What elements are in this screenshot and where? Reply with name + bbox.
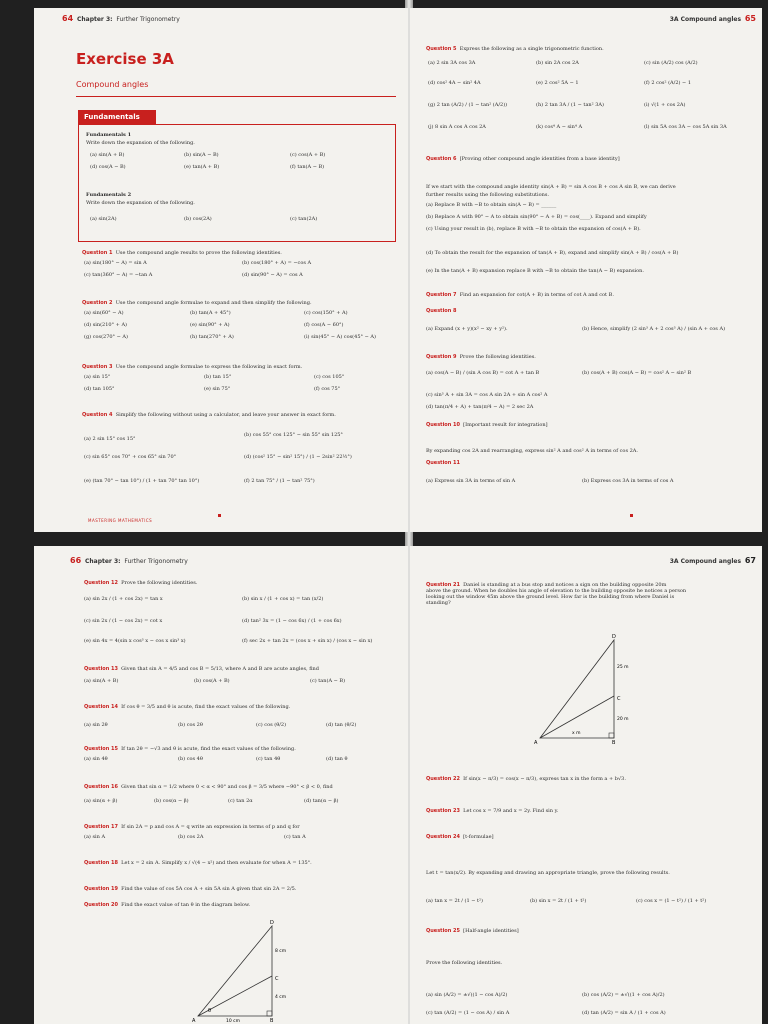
question-label: Question 10 <box>426 422 460 428</box>
question-15 <box>84 746 296 752</box>
q13-item: (a) sin(A + B) <box>84 678 119 684</box>
q25-item: (c) tan (A/2) = (1 − cos A) / sin A <box>426 1010 510 1016</box>
question-20 <box>84 902 250 908</box>
question-text: [Half-angle identities] <box>463 928 519 934</box>
fundamentals-2-text: Write down the expansion of the following. <box>86 200 195 206</box>
question-label: Question 9 <box>426 354 457 360</box>
q16-item: (b) cos(α − β) <box>154 798 189 804</box>
q25-item: (b) cos (A/2) = ±√((1 + cos A)/2) <box>582 992 665 998</box>
question-1 <box>82 250 282 256</box>
q5-item: (d) cos² 4A − sin² 4A <box>428 80 481 86</box>
q14-item: (d) tan (θ/2) <box>326 722 357 728</box>
question-label: Question 4 <box>82 412 113 418</box>
q6-item: (b) Replace A with 90° − A to obtain sin(90° − A + B) = cos(____). Expand and simplify <box>426 214 647 220</box>
question-label: Question 1 <box>82 250 113 256</box>
question-text: Prove the following identities. <box>459 354 536 360</box>
question-text: Let x = 2 sin A. Simplify x / √(4 − x²) and then evaluate for when A = 135°. <box>121 860 312 866</box>
q4-item: (f) 2 tan 75° / (1 − tan² 75°) <box>244 478 315 484</box>
q3-item: (e) sin 75° <box>204 386 231 392</box>
question-text: Find an expansion for cot(A + B) in terms of cot A and cot B. <box>459 292 614 298</box>
fundamentals-1-text: Write down the expansion of the following. <box>86 140 195 146</box>
q24-item: (b) sin x = 2t / (1 + t²) <box>530 898 587 904</box>
q14-item: (b) cos 2θ <box>178 722 203 728</box>
question-label: Question 16 <box>84 784 118 790</box>
question-label: Question 24 <box>426 834 460 840</box>
q4-item: (e) (tan 70° − tan 10°) / (1 + tan 70° tan 10°) <box>84 478 200 484</box>
q2-item: (g) cos(270° − A) <box>84 334 128 340</box>
question-label: Question 6 <box>426 156 457 162</box>
question-17 <box>84 824 300 830</box>
q11-item: (a) Express sin 3A in terms of sin A <box>426 478 516 484</box>
q5-item: (f) 2 cos² (A/2) − 1 <box>644 80 692 86</box>
question-18 <box>84 860 312 866</box>
question-label: Question 2 <box>82 300 113 306</box>
q24-body: Let t = tan(x/2). By expanding and drawing an appropriate triangle, prove the following results. <box>426 870 670 876</box>
q14-item: (c) cos (θ/2) <box>256 722 287 728</box>
q2-item: (c) cos(150° + A) <box>304 310 348 316</box>
question-13 <box>84 666 319 672</box>
f2-item: (b) cos(2A) <box>184 216 212 222</box>
q8-item: (b) Hence, simplify (2 sin³ A + 2 cos³ A) / (sin A + cos A) <box>582 326 726 332</box>
fundamentals-2-title: Fundamentals 2 <box>86 192 132 198</box>
q21-line: looking out the window 45m above the ground level. How far is the building from where Daniel is <box>426 594 675 600</box>
q12-item: (b) sin x / (1 + cos x) = tan (x/2) <box>242 596 324 602</box>
label-ab: 10 cm <box>226 1019 241 1024</box>
q25-item: (d) tan (A/2) = sin A / (1 + cos A) <box>582 1010 666 1016</box>
question-text: If sin(x − π/3) = cos(x − π/3), express tan x in the form a + b√3. <box>463 776 626 782</box>
q6-item: (c) Using your result in (b), replace B with −B to obtain the expansion of cos(A + B). <box>426 226 641 232</box>
q15-item: (b) cos 4θ <box>178 756 203 762</box>
question-label: Question 13 <box>84 666 118 672</box>
question-text: Find the exact value of tan θ in the diagram below. <box>121 902 251 908</box>
subtitle-rule <box>76 96 396 97</box>
question-text: Given that sin A = 4/5 and cos B = 5/13, where A and B are acute angles, find <box>121 666 319 672</box>
chapter-title: Further Trigonometry <box>116 16 180 23</box>
outer-triangle <box>540 640 614 738</box>
q20-triangle-diagram <box>184 918 304 1024</box>
q3-item: (d) tan 105° <box>84 386 115 392</box>
question-22 <box>426 776 626 782</box>
label-a: A <box>192 1018 196 1024</box>
q24-item: (a) tan x = 2t / (1 − t²) <box>426 898 483 904</box>
page-66 <box>34 546 408 1024</box>
q9-item: (d) tan(π/4 + A) + tan(π/4 − A) = 2 sec 2A <box>426 404 534 410</box>
q5-item: (k) cos⁴ A − sin⁴ A <box>536 124 583 130</box>
q6-intro: If we start with the compound angle identity sin(A + B) = sin A cos B + cos A sin B, we can derive <box>426 184 676 190</box>
f2-item: (a) sin(2A) <box>90 216 117 222</box>
fundamentals-tab <box>78 110 156 124</box>
question-text: If tan 2θ = −√3 and θ is acute, find the exact values of the following. <box>121 746 296 752</box>
question-label: Question 17 <box>84 824 118 830</box>
q16-item: (d) tan(α − β) <box>304 798 339 804</box>
right-angle-mark <box>609 733 614 738</box>
question-text: Use the compound angle formulae to expand and then simplify the following. <box>115 300 312 306</box>
q17-item: (c) tan A <box>284 834 306 840</box>
label-dc: 25 m <box>617 665 629 670</box>
label-c: C <box>617 696 621 702</box>
q12-item: (d) tan² 3x = (1 − cos 6x) / (1 + cos 6x) <box>242 618 342 624</box>
question-label: Question 23 <box>426 808 460 814</box>
question-text: Find the value of cos 5A cos A + sin 5A sin A given that sin 2A = 2/5. <box>121 886 297 892</box>
question-text: If cos θ = 3/5 and θ is acute, find the exact values of the following. <box>121 704 291 710</box>
page-number: 66 <box>70 556 82 565</box>
q5-item: (j) 8 sin A cos A cos 2A <box>428 124 486 130</box>
question-text: Given that sin α = 1/2 where 0 < α < 90° and cos β = 3/5 where −90° < β < 0, find <box>121 784 333 790</box>
q9-item: (b) cos(A + B) cos(A − B) = cos² A − sin² B <box>582 370 692 376</box>
f1-item: (a) sin(A + B) <box>90 152 125 158</box>
page-64 <box>34 8 408 532</box>
outer-triangle <box>198 926 272 1016</box>
q12-item: (c) sin 2x / (1 − cos 2x) = cot x <box>84 618 163 624</box>
footer-marker <box>218 514 221 517</box>
question-19 <box>84 886 296 892</box>
label-dc: 8 cm <box>275 949 287 954</box>
question-text: [Proving other compound angle identities from a base identity] <box>459 156 620 162</box>
q25-body: Prove the following identities. <box>426 960 503 966</box>
question-label: Question 11 <box>426 460 460 466</box>
q1-item: (c) tan(360° − A) = −tan A <box>84 272 153 278</box>
q21-line: standing? <box>426 600 451 606</box>
q1-item: (a) sin(180° − A) = sin A <box>84 260 147 266</box>
label-b: B <box>612 740 616 746</box>
question-text: Let cos x = 7/9 and x = 2y. Find sin y. <box>463 808 559 814</box>
q13-item: (b) cos(A + B) <box>194 678 230 684</box>
q3-item: (c) cos 105° <box>314 374 345 380</box>
question-text: Prove the following identities. <box>121 580 198 586</box>
q15-item: (c) tan 4θ <box>256 756 281 762</box>
q24-item: (c) cos x = (1 − t²) / (1 + t²) <box>636 898 707 904</box>
question-label: Question 22 <box>426 776 460 782</box>
question-label: Question 25 <box>426 928 460 934</box>
question-16 <box>84 784 333 790</box>
section-title: 3A Compound angles <box>669 16 742 23</box>
q17-item: (b) cos 2A <box>178 834 204 840</box>
q2-item: (a) sin(60° − A) <box>84 310 124 316</box>
question-label: Question 3 <box>82 364 113 370</box>
label-ab: x m <box>572 731 581 736</box>
question-text: [Important result for integration] <box>463 422 548 428</box>
exercise-subtitle: Compound angles <box>76 80 149 89</box>
question-25 <box>426 928 519 934</box>
question-label: Question 21 <box>426 582 460 588</box>
q21-line: above the ground. When he doubles his angle of elevation to the building opposite he notices a person <box>426 588 687 594</box>
footer-text: MASTERING MATHEMATICS <box>88 518 153 523</box>
page-number: 65 <box>744 14 756 23</box>
question-23 <box>426 808 558 814</box>
question-label: Question 20 <box>84 902 118 908</box>
question-3 <box>82 364 302 370</box>
question-label: Question 7 <box>426 292 457 298</box>
fundamentals-1-title: Fundamentals 1 <box>86 132 132 138</box>
question-5 <box>426 46 604 52</box>
question-11 <box>426 460 460 466</box>
fundamentals-label: Fundamentals <box>84 113 140 121</box>
label-d: D <box>612 634 616 640</box>
q6-intro: further results using the following substitutions. <box>426 192 550 198</box>
q5-item: (c) sin (A/2) cos (A/2) <box>644 60 698 66</box>
exercise-title: Exercise 3A <box>76 50 174 68</box>
q2-item: (i) sin(45° − A) cos(45° − A) <box>304 334 376 340</box>
q25-item: (a) sin (A/2) = ±√((1 − cos A)/2) <box>426 992 508 998</box>
page-header <box>670 14 756 23</box>
q2-item: (b) tan(A + 45°) <box>190 310 231 316</box>
q6-item: (d) To obtain the result for the expansion of tan(A + B), expand and simplify sin(A + B) / cos(A + B) <box>426 250 679 256</box>
q21-building-diagram <box>526 632 636 750</box>
q17-item: (a) sin A <box>84 834 106 840</box>
q4-item: (c) sin 65° cos 70° + cos 65° sin 70° <box>84 454 177 460</box>
footer-marker <box>630 514 633 517</box>
f1-item: (e) tan(A + B) <box>184 164 220 170</box>
label-c: C <box>275 976 279 982</box>
question-10 <box>426 422 548 428</box>
f1-item: (c) cos(A + B) <box>290 152 326 158</box>
question-text: [t-formulae] <box>463 834 494 840</box>
question-6 <box>426 156 620 162</box>
q14-item: (a) sin 2θ <box>84 722 108 728</box>
question-label: Question 15 <box>84 746 118 752</box>
q1-item: (d) sin(90° − A) = cos A <box>242 272 303 278</box>
question-label: Question 12 <box>84 580 118 586</box>
q11-item: (b) Express cos 3A in terms of cos A <box>582 478 674 484</box>
question-text: Daniel is standing at a bus stop and notices a sign on the building opposite 20m <box>463 582 667 588</box>
question-label: Question 5 <box>426 46 457 52</box>
f1-item: (d) cos(A − B) <box>90 164 126 170</box>
chapter-title: Further Trigonometry <box>124 558 188 565</box>
question-7 <box>426 292 614 298</box>
question-label: Question 19 <box>84 886 118 892</box>
q2-item: (f) cos(A − 60°) <box>304 322 344 328</box>
section-title: 3A Compound angles <box>669 558 742 565</box>
f1-item: (b) sin(A − B) <box>184 152 219 158</box>
q10-body: By expanding cos 2A and rearranging, express sin² A and cos² A in terms of cos 2A. <box>426 448 638 454</box>
question-9 <box>426 354 536 360</box>
q6-item: (e) In the tan(A + B) expansion replace B with −B to obtain the tan(A − B) expansion. <box>426 268 644 274</box>
q9-item: (c) sin³ A + sin 3A = cos A sin 2A + sin A cos² A <box>426 392 548 398</box>
question-text: Use the compound angle formulae to express the following in exact form. <box>115 364 303 370</box>
question-24 <box>426 834 494 840</box>
label-cb: 4 cm <box>275 995 287 1000</box>
q5-item: (b) sin 2A cos 2A <box>536 60 579 66</box>
question-text: Express the following as a single trigonometric function. <box>459 46 604 52</box>
q16-item: (a) sin(α + β) <box>84 798 118 804</box>
page-header <box>670 556 756 565</box>
page-number: 67 <box>744 556 756 565</box>
f2-item: (c) tan(2A) <box>290 216 318 222</box>
page-65 <box>410 8 762 532</box>
q9-item: (a) cos(A − B) / (sin A cos B) = cot A + tan B <box>426 370 540 376</box>
q4-item: (b) cos 55° cos 125° − sin 55° sin 125° <box>244 432 343 438</box>
question-14 <box>84 704 290 710</box>
label-b: B <box>270 1018 274 1024</box>
label-d: D <box>270 920 274 926</box>
page-67 <box>410 546 762 1024</box>
question-2 <box>82 300 312 306</box>
q16-item: (c) tan 2α <box>228 798 253 804</box>
page-header <box>62 14 180 23</box>
q3-item: (b) tan 15° <box>204 374 232 380</box>
page-number: 64 <box>62 14 74 23</box>
label-cb: 20 m <box>617 717 629 722</box>
chapter-label: Chapter 3: <box>76 16 113 23</box>
label-theta: θ <box>208 1008 212 1014</box>
label-a: A <box>534 740 538 746</box>
question-label: Question 14 <box>84 704 118 710</box>
q2-item: (h) tan(270° + A) <box>190 334 234 340</box>
question-label: Question 18 <box>84 860 118 866</box>
f1-item: (f) tan(A − B) <box>290 164 325 170</box>
q12-item: (a) sin 2x / (1 + cos 2x) = tan x <box>84 596 163 602</box>
question-text: Simplify the following without using a calculator, and leave your answer in exact form. <box>115 412 336 418</box>
q5-item: (e) 2 cos² 5A − 1 <box>536 80 579 86</box>
q2-item: (d) sin(210° + A) <box>84 322 128 328</box>
question-4 <box>82 412 336 418</box>
page-header <box>70 556 188 565</box>
q1-item: (b) cos(180° + A) = −cos A <box>242 260 312 266</box>
q6-item: (a) Replace B with −B to obtain sin(A − B) = ______ <box>426 202 557 208</box>
q15-item: (a) sin 4θ <box>84 756 108 762</box>
question-label: Question 8 <box>426 308 457 314</box>
q5-item: (g) 2 tan (A/2) / (1 − tan² (A/2)) <box>428 102 508 108</box>
question-text: If sin 2A = p and cos A = q write an expression in terms of p and q for <box>121 824 300 830</box>
q5-item: (l) sin 5A cos 3A − cos 5A sin 3A <box>644 124 727 130</box>
q4-item: (d) (cos² 15° − sin² 15°) / (1 − 2sin² 22½°) <box>244 454 352 460</box>
q3-item: (a) sin 15° <box>84 374 111 380</box>
q13-item: (c) tan(A − B) <box>310 678 346 684</box>
chapter-label: Chapter 3: <box>84 558 121 565</box>
q5-item: (a) 2 sin 3A cos 3A <box>428 60 476 66</box>
question-text: Use the compound angle results to prove the following identities. <box>115 250 282 256</box>
q5-item: (i) √(1 + cos 2A) <box>644 102 686 108</box>
q12-item: (e) sin 4x = 4(sin x cos³ x − cos x sin³ x) <box>84 638 186 644</box>
question-12 <box>84 580 197 586</box>
q5-item: (h) 2 tan 3A / (1 − tan² 3A) <box>536 102 604 108</box>
q4-item: (a) 2 sin 15° cos 15° <box>84 436 136 442</box>
q2-item: (e) sin(90° + A) <box>190 322 230 328</box>
q12-item: (f) sec 2x + tan 2x = (cos x + sin x) / (cos x − sin x) <box>242 638 373 644</box>
q3-item: (f) cos 75° <box>314 386 341 392</box>
right-angle-mark <box>267 1011 272 1016</box>
question-8 <box>426 308 457 314</box>
q8-item: (a) Expand (x + y)(x² − xy + y²). <box>426 326 508 332</box>
q15-item: (d) tan θ <box>326 756 348 762</box>
